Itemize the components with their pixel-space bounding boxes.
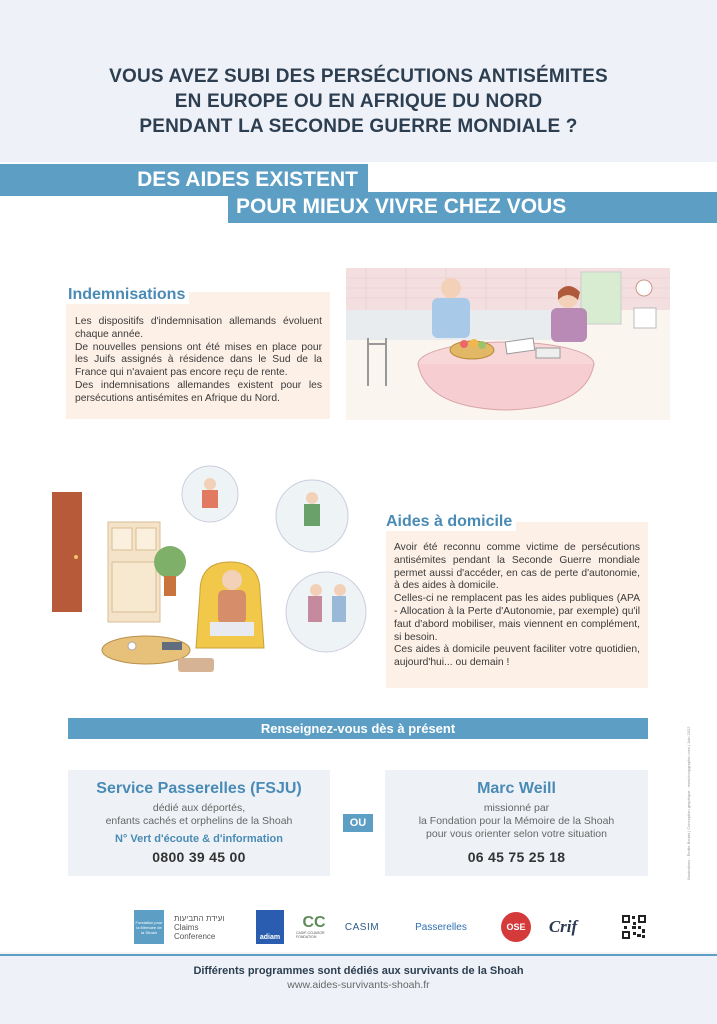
indemnisations-textbox bbox=[66, 292, 330, 419]
adiam-logo bbox=[256, 910, 284, 944]
ose-logo bbox=[500, 910, 532, 944]
contact-desc-line: missionné par bbox=[483, 802, 550, 814]
info-bar: Renseignez-vous dès à présent bbox=[68, 718, 648, 739]
casim-logo bbox=[342, 910, 382, 944]
contact-desc-line: la Fondation pour la Mémoire de la Shoah bbox=[418, 815, 615, 827]
phone-number[interactable]: 0800 39 45 00 bbox=[152, 849, 246, 865]
qr-code-graphic bbox=[621, 914, 647, 940]
headline bbox=[0, 64, 717, 139]
qr-code-icon[interactable] bbox=[620, 910, 648, 944]
contact-card-passerelles bbox=[68, 770, 330, 876]
contact-desc-line: dédié aux déportés, bbox=[152, 802, 246, 814]
indemnisations-title: Indemnisations bbox=[64, 286, 189, 304]
contact-card-marc-weill bbox=[385, 770, 648, 876]
side-credit-text: Illustrations : Émilie Boutet | Conception graphique : www.koopgraphic.com | Juin 2022 bbox=[686, 726, 691, 880]
aides-p2: Celles-ci ne remplacent pas les aides publiques (APA - Allocation à la Perte d'Autonomie, par exemple) qu'il faut d'abord mobiliser, mais viennent en complément, si besoin. bbox=[394, 593, 640, 643]
banner-line-2: POUR MIEUX VIVRE CHEZ VOUS bbox=[236, 195, 567, 218]
indemnisations-p2: De nouvelles pensions ont été mises en place pour les Juifs assignés à résidence dans le Sud de la France qui n'avaient pas encore reçu de rente. bbox=[75, 341, 322, 379]
casip-cojasor-logo bbox=[296, 910, 332, 944]
claims-logo-text: Claims Conference bbox=[174, 922, 216, 941]
contact-desc-line: enfants cachés et orphelins de la Shoah bbox=[105, 815, 293, 827]
headline-line-3: PENDANT LA SECONDE GUERRE MONDIALE ? bbox=[139, 116, 578, 137]
footer-tagline: Différents programmes sont dédiés aux survivants de la Shoah bbox=[193, 965, 524, 977]
phone-label: N° Vert d'écoute & d'information bbox=[115, 833, 283, 845]
passerelles-logo-text: Passerelles bbox=[415, 921, 467, 933]
fms-logo-text: Fondation pour la Mémoire de la Shoah bbox=[135, 919, 163, 935]
adiam-logo-text: adiam bbox=[259, 934, 281, 941]
contact-name: Marc Weill bbox=[477, 780, 556, 797]
casim-logo-text: CASIM bbox=[344, 921, 380, 933]
crif-logo-text: Crif bbox=[548, 917, 578, 936]
or-badge: OU bbox=[343, 814, 373, 832]
aides-textbox bbox=[386, 522, 648, 688]
phone-number[interactable]: 06 45 75 25 18 bbox=[467, 849, 566, 865]
banner-band-2 bbox=[228, 192, 717, 223]
indemnisations-p3: Des indemnisations allemandes existent pour les persécutions antisémites en Afrique du Nord. bbox=[75, 379, 322, 404]
claims-logo bbox=[174, 910, 242, 944]
home-help-illustration bbox=[50, 462, 372, 688]
partner-logos bbox=[130, 910, 650, 946]
contact-description bbox=[385, 802, 648, 841]
contact-description bbox=[68, 802, 330, 828]
ose-logo-text: OSE bbox=[506, 922, 526, 932]
side-credit bbox=[686, 720, 694, 880]
footer bbox=[0, 956, 717, 1024]
headline-line-1: VOUS AVEZ SUBI DES PERSÉCUTIONS ANTISÉMITES bbox=[109, 66, 608, 87]
contact-name: Service Passerelles (FSJU) bbox=[96, 780, 302, 797]
ose-logo-badge bbox=[501, 912, 531, 942]
banner-line-1: DES AIDES EXISTENT bbox=[137, 168, 358, 191]
indemnisations-p1: Les dispositifs d'indemnisation allemands évoluent chaque année. bbox=[75, 316, 322, 340]
aides-title: Aides à domicile bbox=[382, 513, 516, 531]
footer-website-link[interactable]: www.aides-survivants-shoah.fr bbox=[287, 979, 430, 991]
passerelles-logo bbox=[394, 910, 488, 944]
claims-logo-hebrew: ועידת התביעות bbox=[174, 913, 225, 923]
crif-logo bbox=[544, 910, 582, 944]
cc-logo-text: CASIP-COJASOR FONDATION bbox=[296, 931, 325, 939]
aides-p3: Ces aides à domicile peuvent faciliter votre quotidien, aujourd'hui... ou demain ! bbox=[394, 644, 640, 669]
contact-desc-line: pour vous orienter selon votre situation bbox=[426, 828, 607, 840]
headline-line-2: EN EUROPE OU EN AFRIQUE DU NORD bbox=[174, 91, 543, 112]
cc-icon: CC bbox=[302, 914, 326, 931]
aides-p1: Avoir été reconnu comme victime de persécutions antisémites pendant la Seconde Guerre mondiale permet aussi d'accéder, en cas de perte d'autonomie, à des aides à domicile. bbox=[394, 542, 640, 592]
kitchen-table-illustration bbox=[346, 268, 670, 420]
fms-logo bbox=[134, 910, 164, 944]
